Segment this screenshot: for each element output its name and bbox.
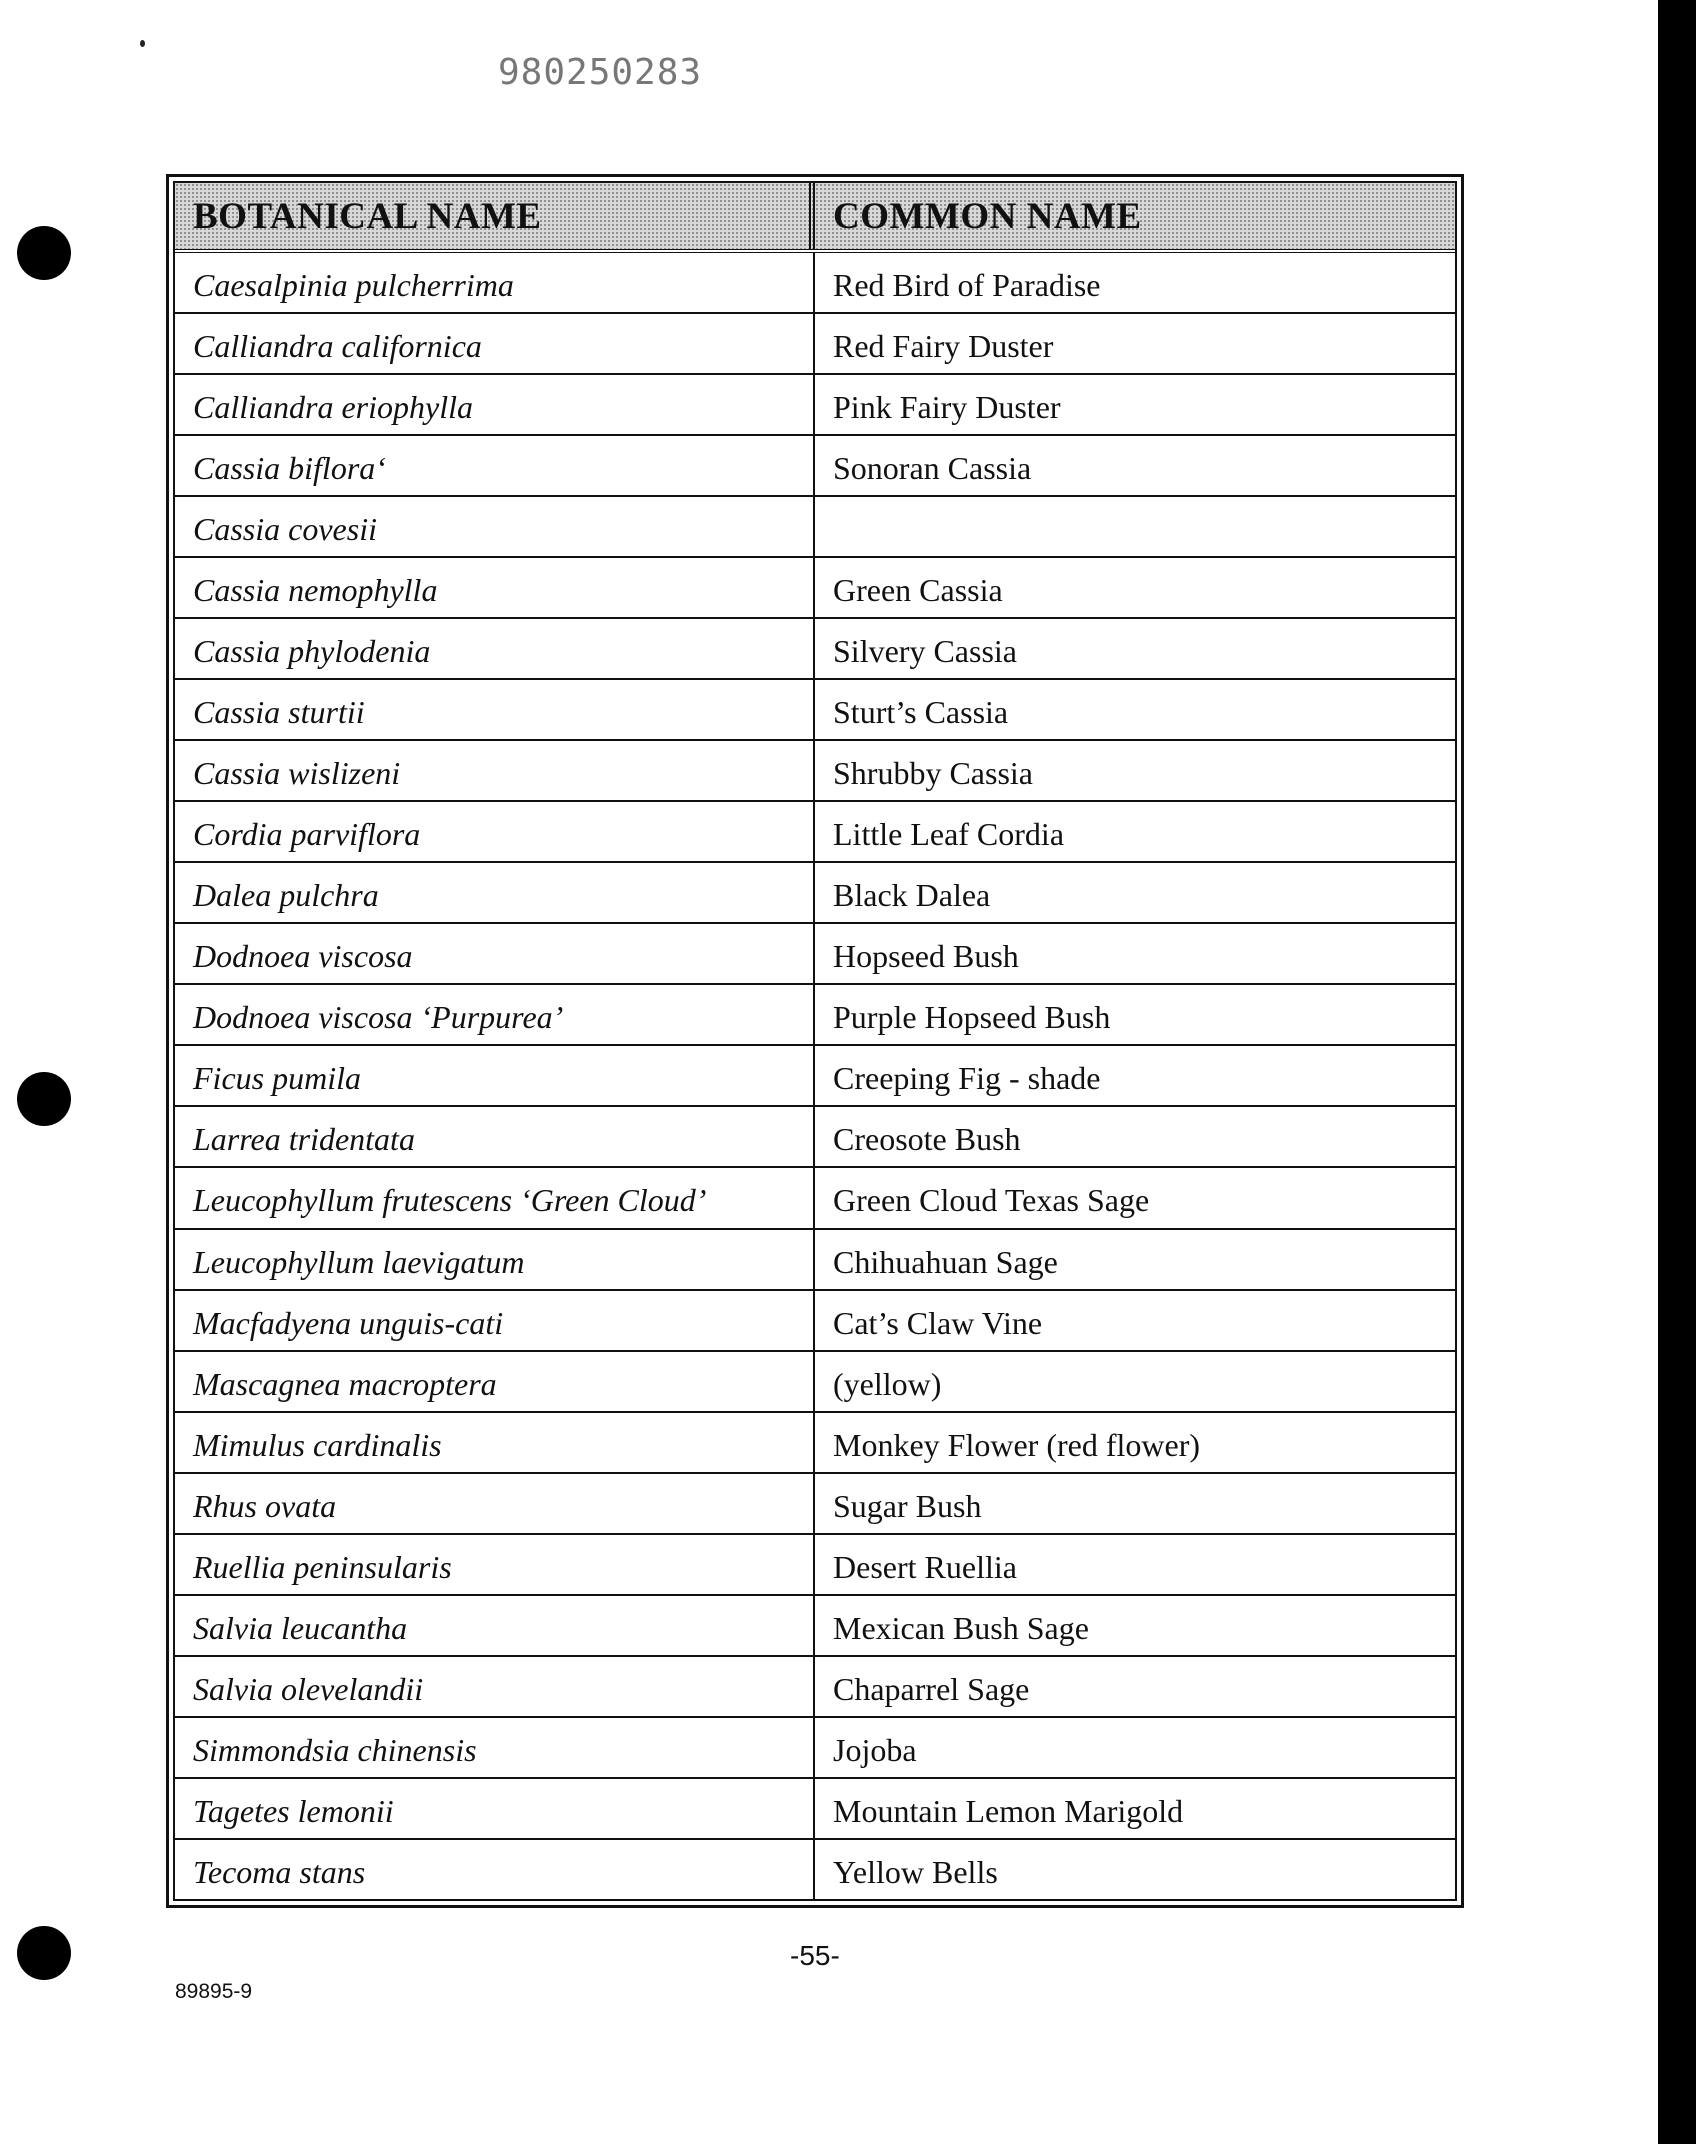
botanical-name-cell: Dodnoea viscosa [175,924,815,983]
botanical-name-cell: Mimulus cardinalis [175,1413,815,1472]
botanical-name-cell: Macfadyena unguis-cati [175,1291,815,1350]
botanical-name-cell: Cassia covesii [175,497,815,556]
botanical-name-cell: Tecoma stans [175,1840,815,1899]
table-row [175,253,1455,314]
common-name-cell: Chihuahuan Sage [833,1243,1058,1280]
scan-speck [140,40,145,47]
table-row [175,1596,1455,1657]
common-name-cell: Shrubby Cassia [833,755,1033,792]
table-row [175,1168,1455,1229]
punch-hole-top [17,226,71,280]
common-name-cell: Yellow Bells [833,1853,998,1890]
header-botanical-name: BOTANICAL NAME [175,183,815,249]
common-name-cell: Jojoba [833,1731,917,1768]
botanical-name-cell: Cassia sturtii [175,680,815,739]
common-name-cell: Mexican Bush Sage [833,1609,1089,1646]
botanical-name-cell: Ruellia peninsularis [175,1535,815,1594]
table-row [175,314,1455,375]
page-number: -55- [790,1940,840,1971]
botanical-name-cell: Larrea tridentata [175,1107,815,1166]
botanical-name-cell: Tagetes lemonii [175,1779,815,1838]
common-name-cell: Pink Fairy Duster [833,389,1061,426]
scan-edge-bar [1658,0,1696,2144]
botanical-name-cell: Dalea pulchra [175,863,815,922]
common-name-cell: Black Dalea [833,877,991,914]
table-row [175,1107,1455,1168]
table-row [175,741,1455,802]
common-name-cell [815,497,1455,556]
common-name-cell: Monkey Flower (red flower) [833,1426,1200,1463]
table-row [175,863,1455,924]
table-row [175,619,1455,680]
table-row [175,1291,1455,1352]
table-row [175,802,1455,863]
common-name-cell: Creeping Fig - shade [833,1060,1101,1097]
common-name-cell: Creosote Bush [833,1121,1021,1158]
table-row [175,1779,1455,1840]
botanical-name-cell: Caesalpinia pulcherrima [175,253,815,312]
table-row [175,1840,1455,1899]
botanical-name-cell: Salvia leucantha [175,1596,815,1655]
common-name-cell: Red Bird of Paradise [833,267,1101,304]
table-row [175,1657,1455,1718]
table-row [175,1718,1455,1779]
common-name-cell: (yellow) [833,1365,942,1402]
common-name-cell: Red Fairy Duster [833,328,1054,365]
botanical-name-cell: Rhus ovata [175,1474,815,1533]
common-name-cell: Green Cassia [833,572,1003,609]
common-name-cell: Hopseed Bush [833,938,1019,975]
botanical-name-cell: Simmondsia chinensis [175,1718,815,1777]
table-row [175,375,1455,436]
table-row [175,497,1455,558]
common-name-cell: Purple Hopseed Bush [833,999,1111,1036]
document-stamp-number: 980250283 [498,52,703,93]
common-name-cell: Mountain Lemon Marigold [833,1792,1184,1829]
plant-table [166,174,1464,1908]
botanical-name-cell: Leucophyllum frutescens ‘Green Cloud’ [175,1168,815,1227]
botanical-name-cell: Ficus pumila [175,1046,815,1105]
botanical-name-cell: Mascagnea macroptera [175,1352,815,1411]
table-row [175,1474,1455,1535]
table-header-row [175,183,1455,253]
common-name-cell: Cat’s Claw Vine [833,1304,1043,1341]
punch-hole-bottom [17,1926,71,1980]
common-name-cell: Green Cloud Texas Sage [833,1182,1150,1219]
header-common-name: COMMON NAME [815,183,1455,249]
botanical-name-cell: Calliandra californica [175,314,815,373]
common-name-cell: Sonoran Cassia [833,450,1032,487]
document-code: 89895-9 [175,1980,253,2003]
botanical-name-cell: Cordia parviflora [175,802,815,861]
botanical-name-cell: Cassia biflora‘ [175,436,815,495]
table-rows [175,253,1455,1899]
botanical-name-cell: Cassia nemophylla [175,558,815,617]
common-name-cell: Desert Ruellia [833,1548,1017,1585]
table-row [175,985,1455,1046]
table-row [175,1413,1455,1474]
table-row [175,680,1455,741]
table-row [175,436,1455,497]
botanical-name-cell: Calliandra eriophylla [175,375,815,434]
common-name-cell: Sturt’s Cassia [833,694,1009,731]
table-row [175,1230,1455,1291]
botanical-name-cell: Leucophyllum laevigatum [175,1230,815,1289]
table-row [175,558,1455,619]
table-row [175,1352,1455,1413]
botanical-name-cell: Cassia phylodenia [175,619,815,678]
common-name-cell: Sugar Bush [833,1487,982,1524]
table-row [175,1535,1455,1596]
common-name-cell: Little Leaf Cordia [833,816,1065,853]
table-row [175,1046,1455,1107]
botanical-name-cell: Cassia wislizeni [175,741,815,800]
common-name-cell: Silvery Cassia [833,633,1017,670]
plant-table-body [173,181,1457,1901]
botanical-name-cell: Dodnoea viscosa ‘Purpurea’ [175,985,815,1044]
table-row [175,924,1455,985]
botanical-name-cell: Salvia olevelandii [175,1657,815,1716]
common-name-cell: Chaparrel Sage [833,1670,1030,1707]
punch-hole-middle [17,1072,71,1126]
